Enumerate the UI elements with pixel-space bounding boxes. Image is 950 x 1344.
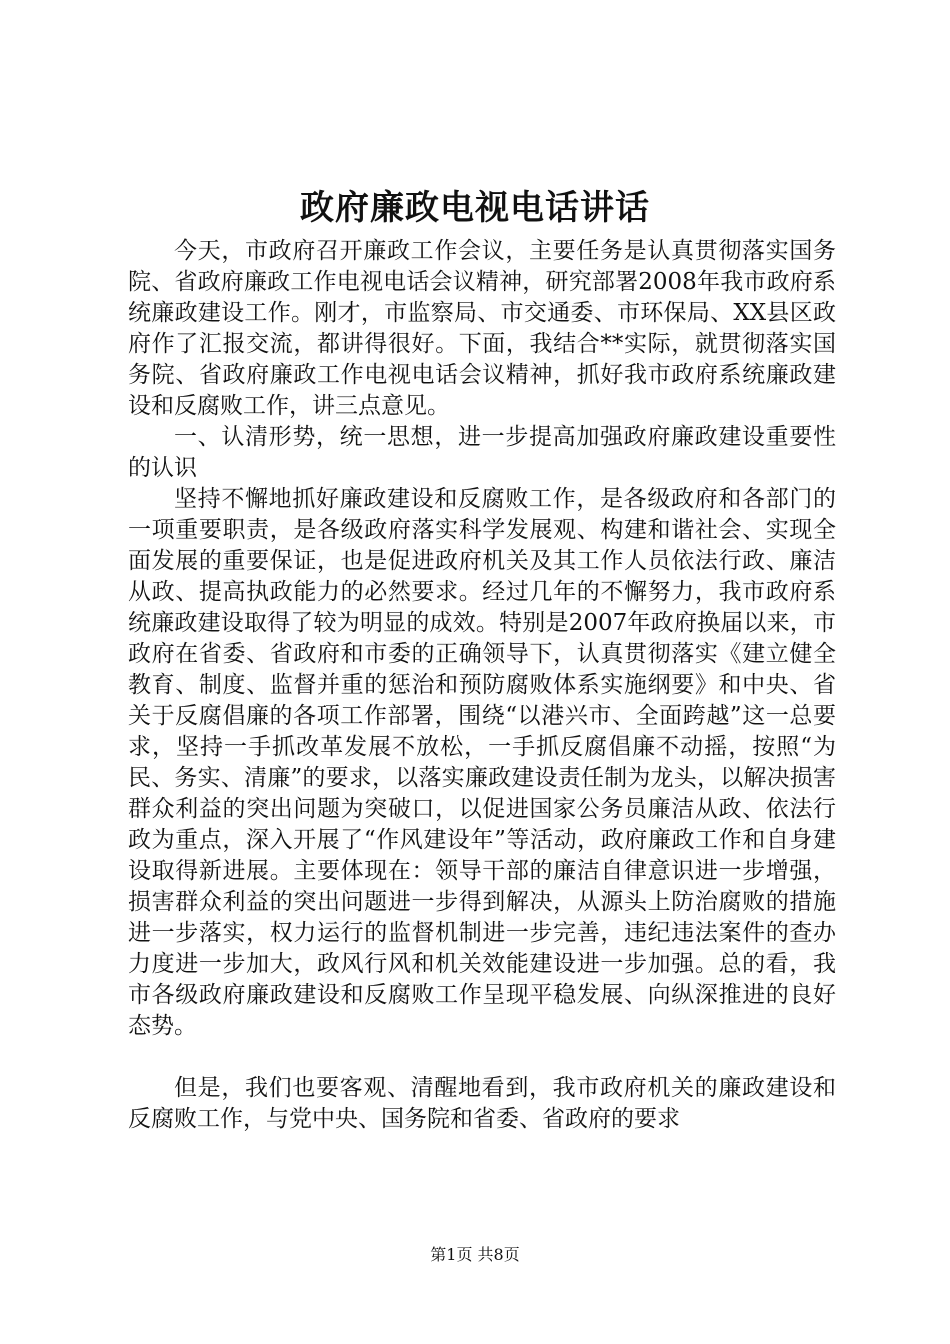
paragraph-problems: 但是，我们也要客观、清醒地看到，我市政府机关的廉政建设和反腐败工作，与党中央、国务院和省委、省政府的要求 [128, 1075, 836, 1132]
document-title: 政府廉政电视电话讲话 [300, 188, 650, 228]
paragraph-intro: 今天，市政府召开廉政工作会议，主要任务是认真贯彻落实国务院、省政府廉政工作电视电话会议精神，研究部署2008年我市政府系统廉政建设工作。刚才，市监察局、市交通委、市环保局、XX县区政府作了汇报交流，都讲得很好。下面，我结合**实际，就贯彻落实国务院、省政府廉政工作电视电话会议精神，抓好我市政府系统廉政建设和反腐败工作，讲三点意见。 [128, 238, 836, 419]
paragraph-achievements: 坚持不懈地抓好廉政建设和反腐败工作，是各级政府和各部门的一项重要职责，是各级政府落实科学发展观、构建和谐社会、实现全面发展的重要保证，也是促进政府机关及其工作人员依法行政、廉洁从政、提高执政能力的必然要求。经过几年的不懈努力，我市政府系统廉政建设取得了较为明显的成效。特别是2007年政府换届以来，市政府在省委、省政府和市委的正确领导下，认真贯彻落实《建立健全教育、制度、监督并重的惩治和预防腐败体系实施纲要》和中央、省关于反腐倡廉的各项工作部署，围绕“以港兴市、全面跨越”这一总要求，坚持一手抓改革发展不放松，一手抓反腐倡廉不动摇，按照“为民、务实、清廉”的要求，以落实廉政建设责任制为龙头，以解决损害群众利益的突出问题为突破口，以促进国家公务员廉洁从政、依法行政为重点，深入开展了“作风建设年”等活动，政府廉政工作和自身建设取得新进展。主要体现在：领导干部的廉洁自律意识进一步增强，损害群众利益的突出问题进一步得到解决，从源头上防治腐败的措施进一步落实，权力运行的监督机制进一步完善，违纪违法案件的查办力度进一步加大，政风行风和机关效能建设进一步加强。总的看，我市各级政府廉政建设和反腐败工作呈现平稳发展、向纵深推进的良好态势。 [128, 486, 836, 1039]
section-heading-1: 一、认清形势，统一思想，进一步提高加强政府廉政建设重要性的认识 [128, 424, 836, 481]
document-body [128, 236, 836, 1135]
page-number: 第1页 共8页 [430, 1245, 520, 1264]
